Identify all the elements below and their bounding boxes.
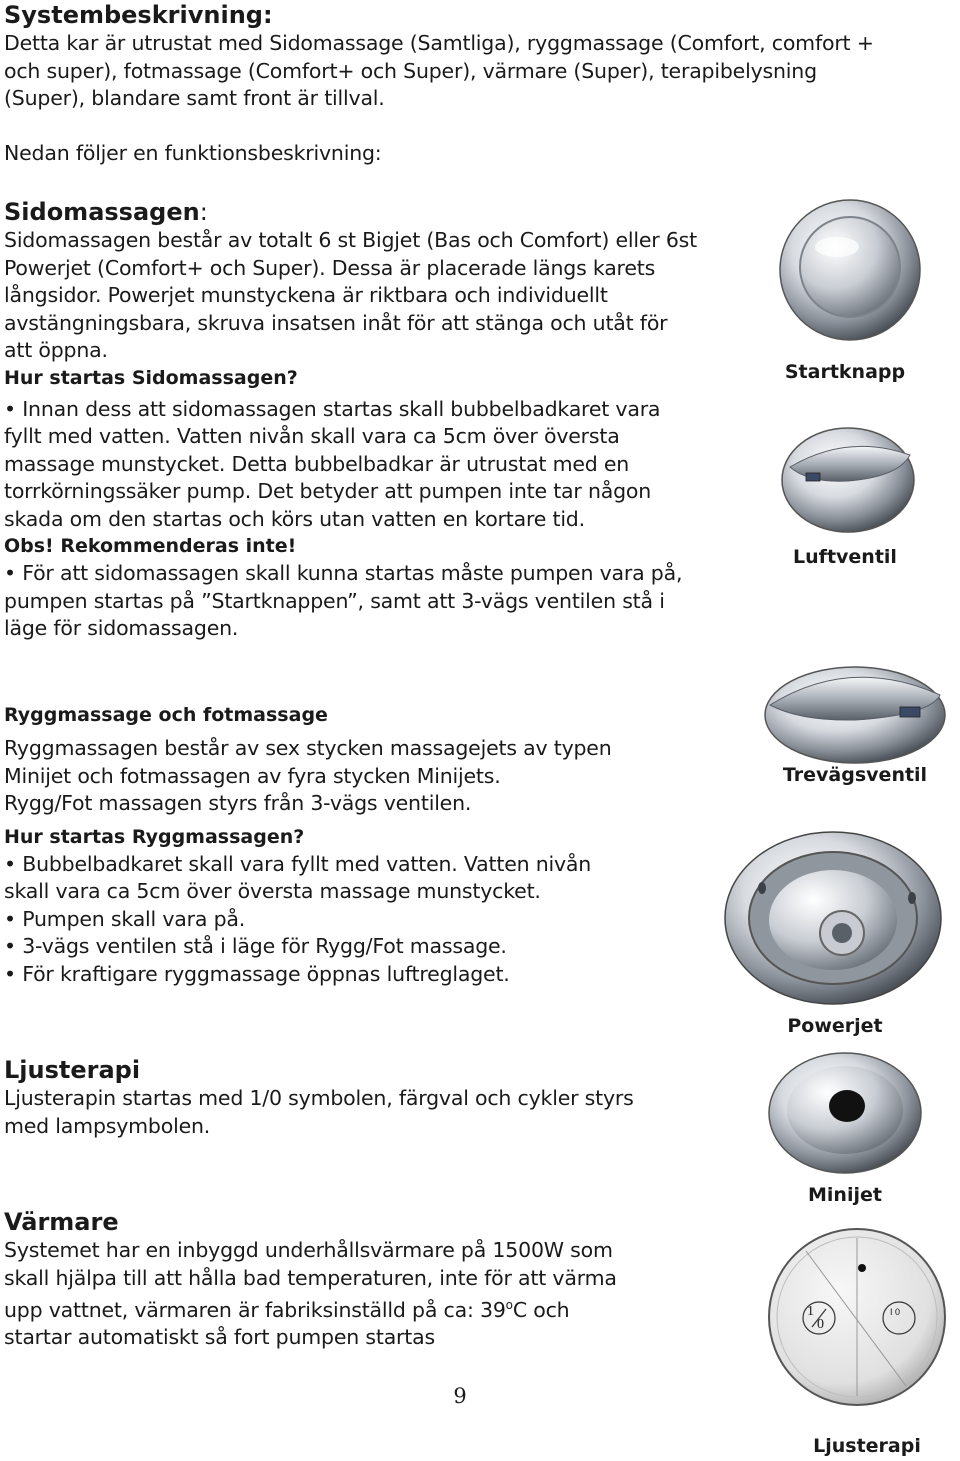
system-line-3: (Super), blandare samt front är tillval. (4, 86, 385, 110)
system-line-2: och super), fotmassage (Comfort+ och Super), värmare (Super), terapibelysning (4, 58, 817, 83)
air-valve-image (778, 415, 918, 535)
system-line-1: Detta kar är utrustat med Sidomassage (Samtliga), ryggmassage (Comfort, comfort + (4, 31, 874, 55)
back-line-2: Minijet och fotmassagen av fyra stycken Minijets. (4, 763, 501, 788)
side-howto: Hur startas Sidomassagen? (4, 366, 298, 389)
side-line-2: Powerjet (Comfort+ och Super). Dessa är placerade längs karets (4, 255, 656, 280)
light-line-1: Ljusterapin startas med 1/0 symbolen, färgval och cykler styrs (4, 1086, 634, 1110)
back-line-1: Ryggmassagen består av sex stycken massagejets av typen (4, 736, 612, 760)
minijet-image (765, 1048, 925, 1178)
page-number: 9 (453, 1384, 467, 1408)
back-bullet-line-4: • 3-vägs ventilen stå i läge för Rygg/Fot massage. (4, 934, 507, 958)
caption-light-therapy: Ljusterapi (813, 1435, 921, 1457)
light-panel-image (766, 1226, 948, 1408)
heater-line-3: upp vattnet, värmaren är fabriksinställd på ca: 39$^o$C och (4, 1297, 570, 1322)
back-massage-section (4, 702, 744, 988)
side-warning: Obs! Rekommenderas inte! (4, 535, 297, 557)
side-bullet1-line-1: • Innan dess att sidomassagen startas skall bubbelbadkaret vara (4, 396, 661, 421)
three-way-valve-image (760, 645, 950, 765)
light-therapy-section (4, 1055, 744, 1140)
side-bullet1-line-3: massage munstycket. Detta bubbelbadkar är utrustat med en (4, 451, 630, 476)
system-intro: Nedan följer en funktionsbeskrivning: (4, 140, 382, 165)
back-heading: Ryggmassage och fotmassage (4, 704, 328, 726)
side-line-4: avstängningsbara, skruva insatsen inåt för att stänga och utåt för (4, 310, 668, 335)
caption-powerjet: Powerjet (787, 1015, 883, 1037)
caption-air-valve: Luftventil (793, 546, 897, 568)
side-line-5: att öppna. (4, 338, 108, 362)
caption-start-button: Startknapp (784, 361, 906, 383)
back-bullet-line-3: • Pumpen skall vara på. (4, 906, 246, 931)
side-bullet1-line-5: skada om den startas och körs utan vatten en kortare tid. (4, 506, 585, 531)
light-heading: Ljusterapi (4, 1056, 141, 1084)
system-heading: Systembeskrivning: (4, 1, 273, 29)
caption-minijet: Minijet (808, 1184, 882, 1206)
onoff-bottom: 0 (817, 1317, 824, 1332)
powerjet-image (722, 828, 944, 1008)
lamp-bottom: 0 (895, 1307, 901, 1317)
heater-section (4, 1207, 744, 1352)
lamp-top: I (890, 1307, 893, 1317)
side-bullet1-line-2: fyllt med vatten. Vatten nivån skall vara ca 5cm över översta (4, 424, 620, 448)
side-bullet2-line-1: • För att sidomassagen skall kunna startas måste pumpen vara på, (4, 561, 683, 585)
side-bullet2-line-2: pumpen startas på ”Startknappen”, samt att 3-vägs ventilen stå i (4, 588, 665, 613)
side-line-3: långsidor. Powerjet munstyckena är riktbara och individuellt (4, 283, 608, 307)
lamp-symbol (890, 1308, 910, 1317)
side-heading: Sidomassagen: (4, 198, 208, 226)
side-bullet1-line-4: torrkörningssäker pump. Det betyder att pumpen inte tar någon (4, 479, 652, 503)
side-massage-section (4, 197, 744, 643)
onoff-top: 1 (807, 1304, 814, 1319)
back-bullet-line-2: skall vara ca 5cm över översta massage munstycket. (4, 879, 541, 903)
onoff-symbol (807, 1305, 831, 1331)
back-bullet-line-1: • Bubbelbadkaret skall vara fyllt med vatten. Vatten nivån (4, 851, 592, 876)
caption-three-way-valve: Trevägsventil (782, 764, 928, 786)
back-bullet-line-5: • För kraftigare ryggmassage öppnas luftreglaget. (4, 961, 510, 986)
heater-line-1: Systemet har en inbyggd underhållsvärmare på 1500W som (4, 1238, 613, 1262)
heater-heading: Värmare (4, 1208, 119, 1236)
heater-line-2: skall hjälpa till att hålla bad temperaturen, inte för att värma (4, 1265, 617, 1290)
start-button-image (775, 195, 925, 345)
side-bullet2-line-3: läge för sidomassagen. (4, 616, 239, 640)
light-line-2: med lampsymbolen. (4, 1113, 211, 1138)
back-howto: Hur startas Ryggmassagen? (4, 825, 305, 848)
back-line-3: Rygg/Fot massagen styrs från 3-vägs ventilen. (4, 791, 472, 815)
system-section (4, 0, 954, 167)
side-line-1: Sidomassagen består av totalt 6 st Bigjet (Bas och Comfort) eller 6st (4, 228, 697, 252)
heater-line-4: startar automatiskt så fort pumpen startas (4, 1325, 435, 1350)
